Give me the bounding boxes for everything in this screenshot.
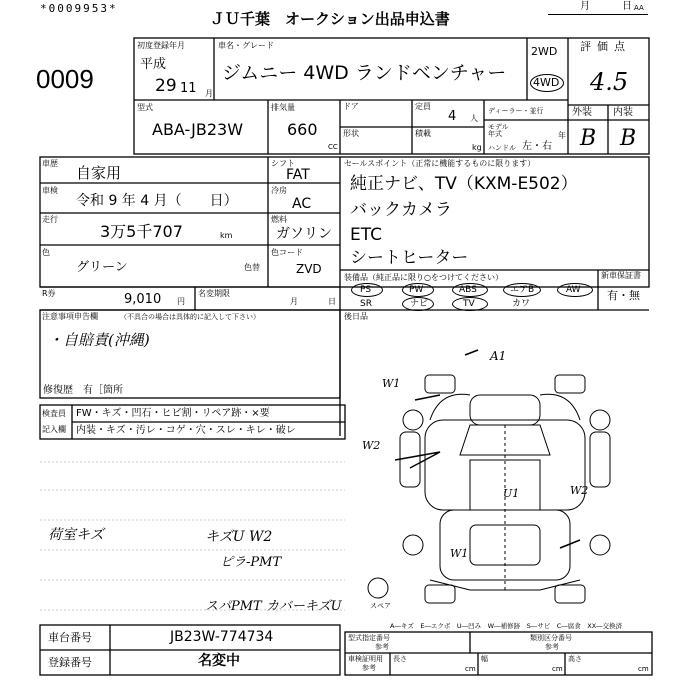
notes-sublabel: （不具合の場合は具体的に記入して下さい） — [120, 313, 260, 321]
sales-point-2: バックカメラ — [350, 200, 452, 220]
repair-label: 修復歴 有［箇所 — [43, 385, 123, 396]
ac-value: AC — [292, 196, 312, 212]
chassis-label: 車台番号 — [48, 631, 92, 644]
category-ref: 参考 — [545, 643, 559, 651]
spare-label: スペア — [370, 602, 391, 610]
load-label: 積載 — [415, 129, 431, 138]
usage-label: 車歴 — [42, 159, 58, 168]
handwritten-note-2: キズU W2 — [205, 529, 273, 545]
recycle-value: 9,010 — [124, 292, 162, 307]
chassis-value: JB23W-774734 — [170, 629, 274, 645]
lot-number: 0009 — [36, 64, 94, 94]
model-label: 型式 — [137, 103, 153, 112]
warranty-label: 新車保証書 — [601, 271, 641, 280]
mark-w2-left: W2 — [362, 439, 381, 452]
color-code-label: 色コード — [271, 248, 303, 257]
model-year-unit: 年 — [558, 131, 566, 140]
sales-point-1: 純正ナビ、TV（KXM-E502） — [350, 174, 578, 194]
day-label: 日 — [622, 1, 632, 12]
displacement-label: 排気量 — [271, 103, 295, 112]
dealer-label: ディーラー・並行 — [488, 107, 544, 115]
mark-w2-right: W2 — [570, 484, 589, 497]
height-unit: cm — [638, 665, 649, 673]
load-unit: kg — [472, 143, 482, 152]
mileage-unit: km — [220, 231, 233, 240]
rating-label: 評価点 — [580, 40, 631, 53]
inspect-row-2: 内装・キズ・汚レ・コゲ・穴・スレ・キレ・破レ — [76, 425, 296, 436]
equip-sr: SR — [360, 299, 372, 309]
notes-handwritten: ・自賠責(沖縄) — [48, 331, 150, 349]
height-label: 高さ — [568, 655, 582, 663]
equip-aw: AW — [566, 285, 581, 295]
vehicle-name-label: 車名・グレード — [218, 41, 274, 50]
color-label: 色 — [42, 248, 50, 257]
handwritten-note-3: ピラ-PMT — [220, 555, 282, 570]
rating-value: 4.5 — [590, 68, 629, 96]
notes-label: 注意事項申告欄 — [42, 312, 98, 321]
barcode-serial: *0009953* — [40, 2, 118, 15]
handwritten-note-4: スパPMT カバーキズU — [205, 599, 342, 614]
rear-seat-label: 後日品 — [344, 312, 368, 321]
handle-value: 左・右 — [522, 141, 552, 152]
interior-label: 内装 — [613, 107, 633, 118]
notice-month: 月 — [290, 297, 298, 306]
drive-4wd: 4WD — [533, 76, 560, 89]
exterior-value: B — [580, 126, 597, 151]
length-unit: cm — [465, 665, 476, 673]
usage-value: 自家用 — [76, 164, 122, 182]
inspector-label: 検査員 — [42, 409, 66, 418]
ac-label: 冷房 — [271, 186, 287, 195]
reg-label: 登録番号 — [48, 656, 92, 669]
drive-2wd: 2WD — [531, 45, 558, 58]
sales-point-3: ETC — [350, 225, 382, 245]
interior-value: B — [620, 126, 637, 151]
shape-label: 形状 — [343, 129, 359, 138]
vehicle-cert-label: 車検証明用 — [348, 655, 383, 663]
first-reg-month: 11 — [180, 81, 197, 96]
first-reg-year: 29 — [155, 76, 177, 96]
color-code-value: ZVD — [296, 262, 322, 276]
first-reg-label: 初度登録年月 — [137, 41, 185, 50]
equip-leather: カワ — [512, 299, 531, 309]
width-label: 幅 — [481, 655, 488, 663]
shaken-value: 令和 9 年 4 月（ 日） — [76, 193, 238, 209]
color-value: グリーン — [76, 260, 128, 275]
notice-label: 名変期限 — [198, 289, 230, 298]
equip-pw: PW — [409, 285, 424, 295]
mark-a1: A1 — [490, 349, 507, 363]
damage-legend: A―キズ E―エクボ U―凹み W―補修跡 S―サビ C―腐食 XX―交換済 — [390, 622, 623, 630]
first-reg-month-unit: 月 — [205, 89, 213, 98]
equip-ps: PS — [360, 285, 372, 295]
type-designation-ref: 参考 — [375, 643, 389, 651]
category-label: 類別区分番号 — [530, 634, 572, 642]
month-label: 月 — [580, 1, 590, 12]
vehicle-cert-ref: 参考 — [362, 664, 376, 672]
equip-tv: TV — [463, 299, 475, 309]
equip-abs: ABS — [459, 285, 477, 295]
mark-u1: U1 — [503, 487, 520, 500]
vehicle-name: ジムニー 4WD ランドベンチャー — [222, 62, 507, 84]
displacement-unit: CC — [328, 143, 338, 151]
notice-day: 日 — [328, 297, 336, 306]
shift-label: シフト — [271, 159, 295, 168]
repaint-label: 色替 — [244, 263, 260, 272]
mark-w1-front: W1 — [382, 377, 401, 390]
recycle-label: R券 — [42, 289, 56, 298]
mileage-label: 走行 — [42, 215, 58, 224]
handle-label: ハンドル — [488, 144, 516, 152]
capacity-label: 定員 — [415, 102, 431, 111]
fuel-label: 燃料 — [271, 215, 287, 224]
fuel-value: ガソリン — [276, 226, 332, 242]
equipment-label: 装備品（純正品に限り○をつけてください） — [344, 273, 503, 282]
aa-label: AA — [634, 4, 644, 12]
doors-label: ドア — [343, 102, 359, 111]
type-designation-label: 型式指定番号 — [348, 634, 390, 642]
length-label: 長さ — [393, 655, 407, 663]
inspect-row-1: FW・キズ・凹石・ヒビ割・リペア跡・×要 — [76, 408, 270, 419]
model-year-label: モデル年式 — [488, 123, 509, 138]
reg-value: 名変中 — [198, 653, 240, 669]
equip-airbag: エアB — [510, 285, 535, 295]
width-unit: cm — [552, 665, 563, 673]
recycle-unit: 円 — [177, 297, 185, 306]
model-value: ABA-JB23W — [152, 120, 244, 139]
mileage-value: 3万5千707 — [100, 222, 183, 241]
displacement-value: 660 — [287, 120, 318, 139]
first-reg-era: 平成 — [140, 57, 167, 72]
exterior-label: 外装 — [572, 107, 592, 118]
mark-w1-rear: W1 — [450, 547, 469, 560]
shift-value: FAT — [286, 167, 310, 183]
shaken-label: 車検 — [42, 186, 58, 195]
capacity-value: 4 — [448, 109, 457, 124]
record-label: 記入欄 — [42, 425, 66, 434]
sales-point-4: シートヒーター — [350, 248, 469, 268]
sales-points-label: セールスポイント（正常に機能するものに限ります） — [344, 159, 536, 168]
equip-navi: ナビ — [410, 299, 429, 309]
capacity-unit: 人 — [470, 114, 478, 123]
warranty-value: 有・無 — [607, 289, 640, 302]
page-title: ＪＵ千葉 オークション出品申込書 — [210, 10, 450, 28]
handwritten-note-1: 荷室キズ — [48, 527, 104, 543]
